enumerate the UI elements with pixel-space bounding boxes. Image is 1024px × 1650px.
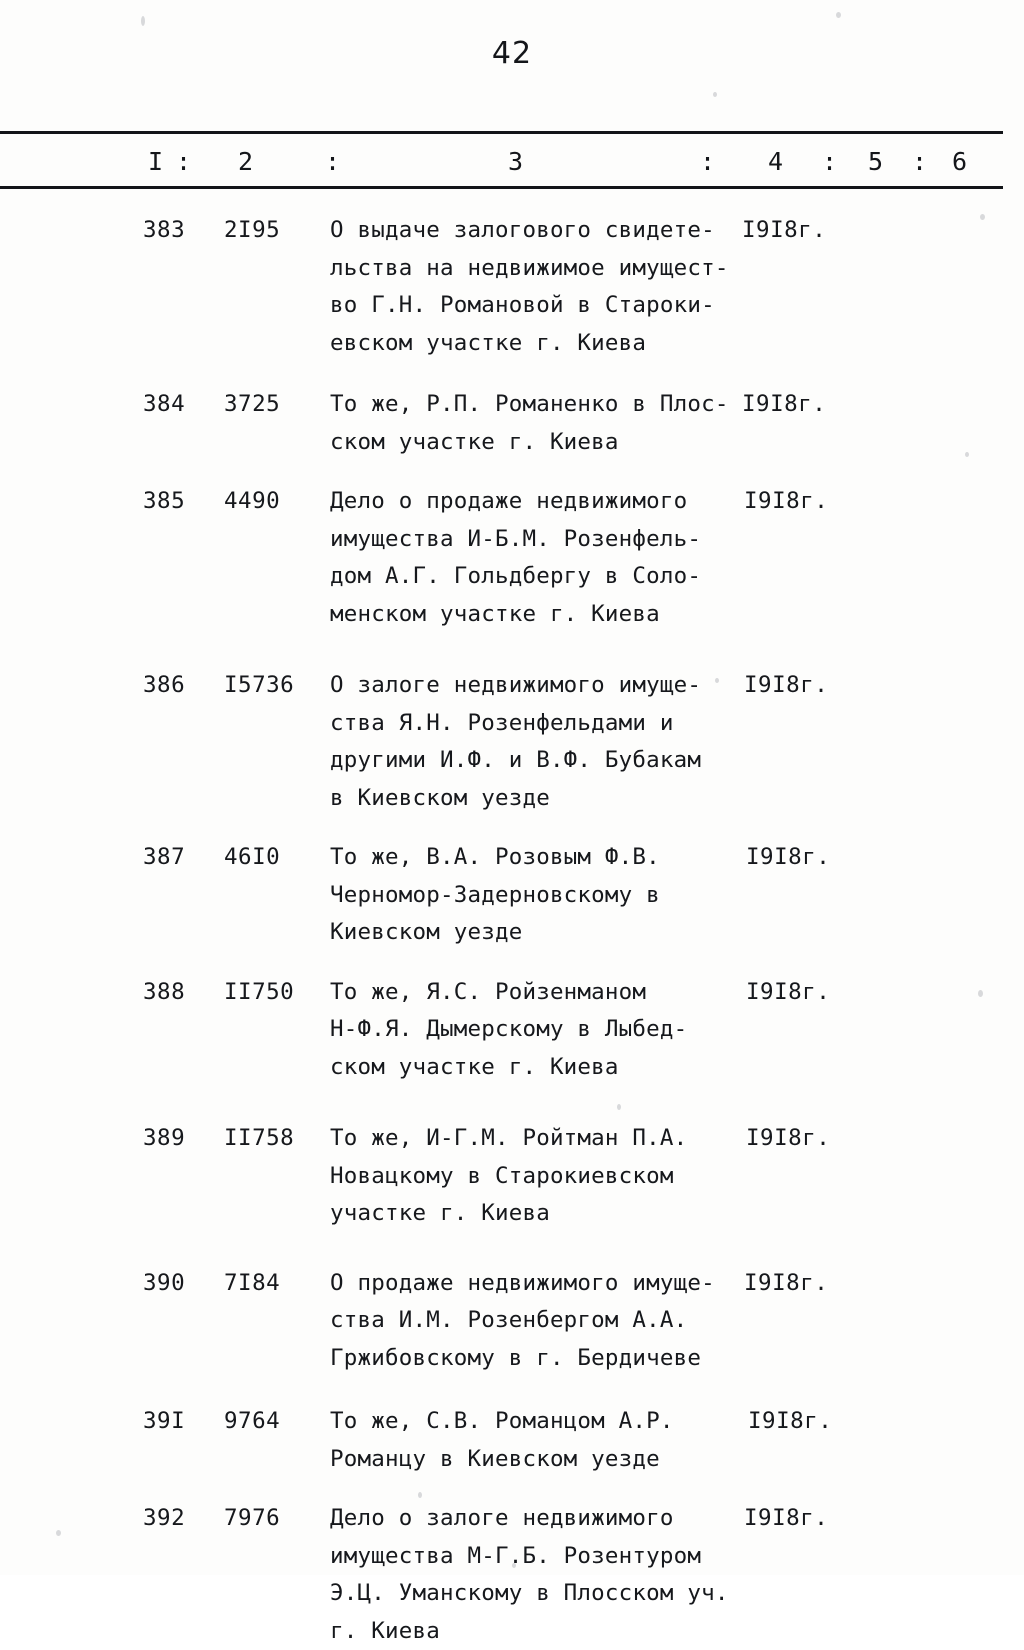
row-description-line: Черномор-Задерновскому в <box>330 877 660 915</box>
row-description-line: О выдаче залогового свидете- <box>330 212 729 250</box>
row-file-number: I5736 <box>224 667 294 705</box>
row-description-line: ства Я.Н. Розенфельдами и <box>330 705 701 743</box>
row-file-number: 9764 <box>224 1403 280 1441</box>
row-sequence-number: 387 <box>143 839 185 877</box>
row-description-line: ства И.М. Розенбергом А.А. <box>330 1302 715 1340</box>
table-row <box>0 1500 1024 1650</box>
row-description-line: То же, С.В. Романцом А.Р. <box>330 1403 674 1441</box>
row-sequence-number: 383 <box>143 212 185 250</box>
row-description <box>330 386 729 461</box>
table-row <box>0 483 1024 633</box>
row-description-line: Э.Ц. Уманскому в Плосском уч. <box>330 1575 729 1613</box>
row-file-number: 7976 <box>224 1500 280 1538</box>
row-description-line: другими И.Ф. и В.Ф. Бубакам <box>330 742 701 780</box>
table-row <box>0 386 1024 461</box>
row-date: I9I8г. <box>742 386 826 424</box>
row-file-number: 7I84 <box>224 1265 280 1303</box>
table-row <box>0 1265 1024 1378</box>
row-date: I9I8г. <box>744 667 828 705</box>
row-description-line: льства на недвижимое имущест- <box>330 250 729 288</box>
row-description-line: менском участке г. Киева <box>330 596 701 634</box>
table-row <box>0 974 1024 1087</box>
row-description-line: во Г.Н. Романовой в Староки- <box>330 287 729 325</box>
row-date: I9I8г. <box>746 974 830 1012</box>
row-description <box>330 212 729 362</box>
column-separator-3: : <box>700 145 715 179</box>
row-description-line: ском участке г. Киева <box>330 424 729 462</box>
row-date: I9I8г. <box>744 1265 828 1303</box>
row-date: I9I8г. <box>746 1120 830 1158</box>
column-header-3: 3 <box>508 145 523 179</box>
row-description <box>330 1265 715 1378</box>
table-row <box>0 212 1024 362</box>
row-file-number: II750 <box>224 974 294 1012</box>
column-separator-4: : <box>822 145 837 179</box>
row-description-line: евском участке г. Киева <box>330 325 729 363</box>
row-description-line: То же, Р.П. Романенко в Плос- <box>330 386 729 424</box>
column-separator-5: : <box>912 145 927 179</box>
row-description-line: участке г. Киева <box>330 1195 687 1233</box>
column-separator-2: : <box>325 145 340 179</box>
table-row <box>0 667 1024 817</box>
row-description <box>330 839 660 952</box>
row-date: I9I8г. <box>744 483 828 521</box>
row-description <box>330 667 701 817</box>
row-sequence-number: 390 <box>143 1265 185 1303</box>
inventory-table-body <box>0 212 1024 1650</box>
row-description <box>330 1403 674 1478</box>
row-file-number: 2I95 <box>224 212 280 250</box>
row-description-line: Н-Ф.Я. Дымерскому в Лыбед- <box>330 1011 687 1049</box>
row-sequence-number: 389 <box>143 1120 185 1158</box>
row-sequence-number: 386 <box>143 667 185 705</box>
row-description <box>330 1120 687 1233</box>
row-description-line: имущества М-Г.Б. Розентуром <box>330 1538 729 1576</box>
row-description-line: То же, В.А. Розовым Ф.В. <box>330 839 660 877</box>
column-header-5: 5 <box>868 145 883 179</box>
row-description-line: То же, Я.С. Ройзенманом <box>330 974 687 1012</box>
row-description-line: Киевском уезде <box>330 914 660 952</box>
table-row <box>0 1120 1024 1233</box>
row-date: I9I8г. <box>744 1500 828 1538</box>
row-file-number: 4490 <box>224 483 280 521</box>
scan-speckle <box>141 16 145 26</box>
row-description-line: г. Киева <box>330 1613 729 1650</box>
row-sequence-number: 392 <box>143 1500 185 1538</box>
column-separator-1: : <box>176 145 191 179</box>
column-header-1: I <box>148 145 163 179</box>
row-description-line: Романцу в Киевском уезде <box>330 1441 674 1479</box>
table-rule-top <box>0 131 1003 134</box>
row-sequence-number: 385 <box>143 483 185 521</box>
table-row <box>0 1403 1024 1478</box>
row-sequence-number: 39I <box>143 1403 185 1441</box>
row-file-number: 3725 <box>224 386 280 424</box>
scan-speckle <box>713 92 717 97</box>
row-description-line: в Киевском уезде <box>330 780 701 818</box>
row-sequence-number: 388 <box>143 974 185 1012</box>
table-row <box>0 839 1024 952</box>
row-description-line: Дело о продаже недвижимого <box>330 483 701 521</box>
row-sequence-number: 384 <box>143 386 185 424</box>
row-description-line: дом А.Г. Гольдбергу в Соло- <box>330 558 701 596</box>
page-number: 42 <box>0 36 1024 71</box>
row-description-line: ском участке г. Киева <box>330 1049 687 1087</box>
row-file-number: 46I0 <box>224 839 280 877</box>
row-date: I9I8г. <box>746 839 830 877</box>
column-header-4: 4 <box>768 145 783 179</box>
column-header-2: 2 <box>238 145 253 179</box>
row-description-line: О продаже недвижимого имуще- <box>330 1265 715 1303</box>
table-rule-bottom <box>0 186 1003 189</box>
row-file-number: II758 <box>224 1120 294 1158</box>
row-description-line: Гржибовскому в г. Бердичеве <box>330 1340 715 1378</box>
row-date: I9I8г. <box>748 1403 832 1441</box>
row-description-line: Дело о залоге недвижимого <box>330 1500 729 1538</box>
row-description-line: Новацкому в Старокиевском <box>330 1158 687 1196</box>
row-description <box>330 974 687 1087</box>
table-column-header <box>0 145 1003 185</box>
row-description-line: О залоге недвижимого имуще- <box>330 667 701 705</box>
scan-speckle <box>836 12 841 18</box>
column-header-6: 6 <box>952 145 967 179</box>
row-date: I9I8г. <box>742 212 826 250</box>
row-description <box>330 483 701 633</box>
row-description-line: имущества И-Б.М. Розенфель- <box>330 521 701 559</box>
row-description <box>330 1500 729 1650</box>
row-description-line: То же, И-Г.М. Ройтман П.А. <box>330 1120 687 1158</box>
